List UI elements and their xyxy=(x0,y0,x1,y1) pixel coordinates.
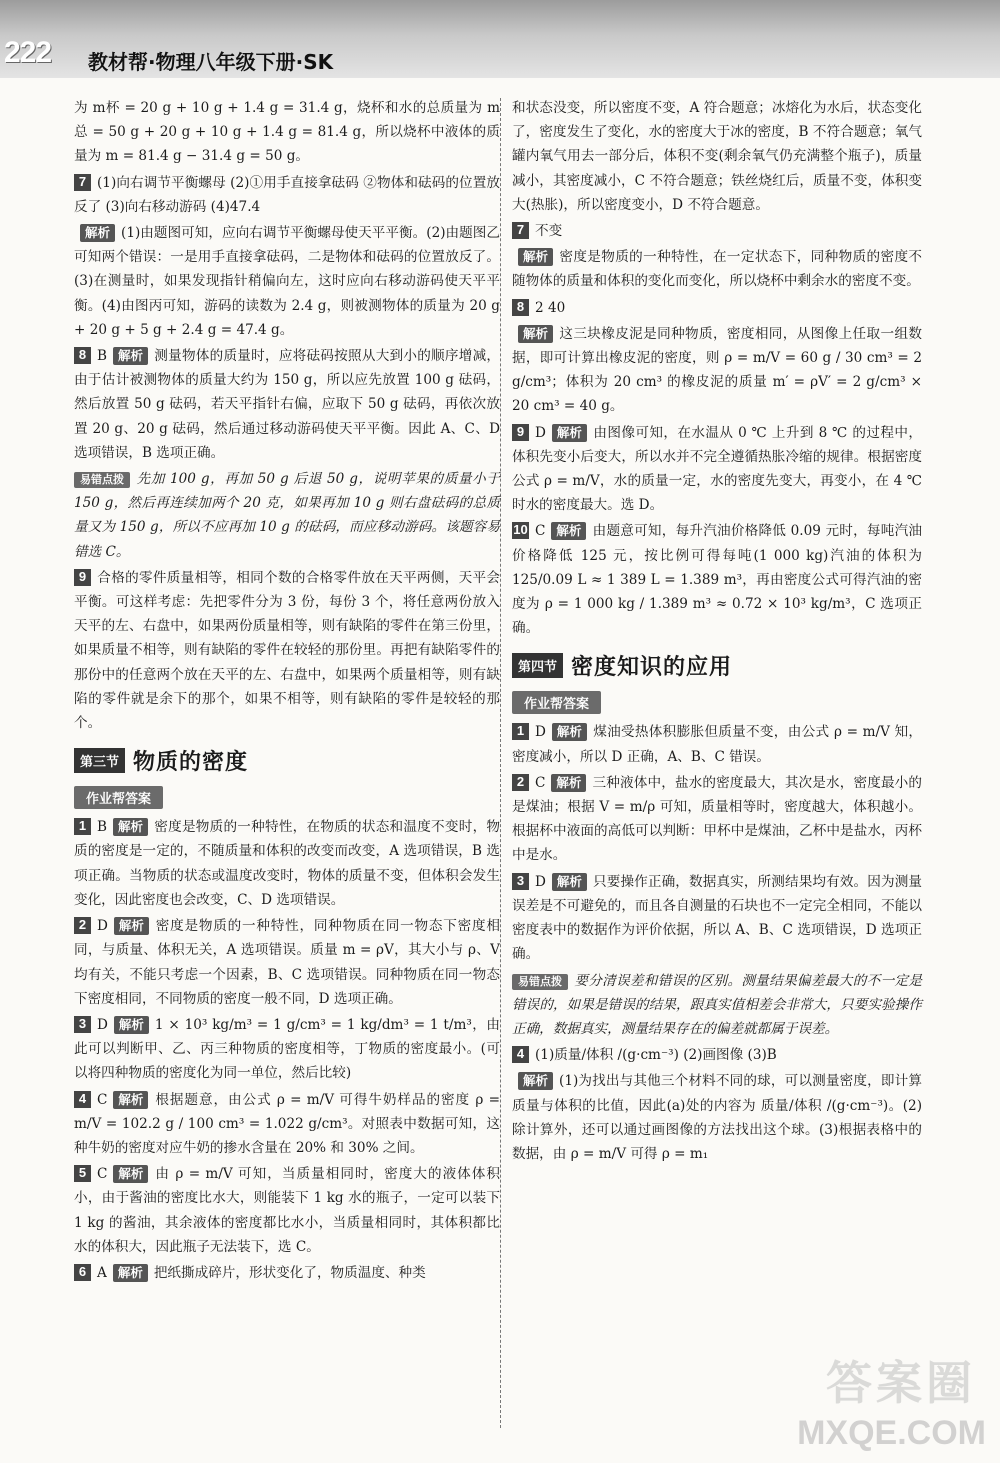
question-number: 8 xyxy=(74,347,91,364)
column-divider xyxy=(500,98,501,1428)
right-column xyxy=(512,96,922,1168)
answer-text: C xyxy=(97,1091,108,1108)
analysis-tag: 解析 xyxy=(552,873,587,891)
homework-banner: 作业帮答案 xyxy=(512,691,601,714)
analysis-tag: 解析 xyxy=(114,1016,149,1034)
answer-4 xyxy=(512,1043,922,1067)
analysis-text: 密度是物质的一种特性，在物质的状态和温度不变时，物质的密度是一定的，不随质量和体积的改变而改变，A 选项错误，B 选项正确。当物质的状态或温度改变时，物体的质量不变，但体积会发生变化，因此密度也会改变，C、D 选项错误。 xyxy=(74,819,500,908)
analysis-tag: 解析 xyxy=(518,1072,553,1090)
analysis-tag: 解析 xyxy=(551,774,586,792)
analysis-tag: 解析 xyxy=(551,522,586,540)
analysis-7 xyxy=(74,221,500,342)
section-title: 密度知识的应用 xyxy=(571,655,733,681)
analysis-tag: 解析 xyxy=(113,818,148,836)
answer-text: D xyxy=(535,424,546,441)
watermark-site: MXQE.COM xyxy=(797,1414,986,1452)
question-number: 3 xyxy=(74,1016,91,1033)
answer-text: 不变 xyxy=(535,223,563,240)
answer-text: C xyxy=(535,523,546,540)
answer-1 xyxy=(512,720,922,768)
analysis-tag: 解析 xyxy=(80,224,115,242)
answer-9 xyxy=(74,566,500,735)
answer-7 xyxy=(74,171,500,219)
question-number: 10 xyxy=(513,522,528,538)
answer-5 xyxy=(74,1162,500,1259)
analysis-text: 把纸撕成碎片，形状变化了，物质温度、种类 xyxy=(153,1264,426,1281)
paragraph: 为 m杯 = 20 g + 10 g + 1.4 g = 31.4 g，烧杯和水的总质量为 m总 = 50 g + 20 g + 10 g + 1.4 g = 81.4 g，所以烧杯中液体的质量为 m = 81.4 g − 31.4 g = 50 g。 xyxy=(74,100,500,165)
analysis-text: (1)为找出与其他三个材料不同的球，可以测量密度，即计算质量与体积的比值，因此(a)处的内容为 质量/体积 /(g·cm⁻³)。(2)除计算外，还可以通过画图像的方法找出这个球。(3)根据表格中的数据，由 ρ = m/V 可得 ρ = m₁ xyxy=(512,1073,922,1162)
answer-1 xyxy=(74,815,500,912)
answer-text: 合格的零件质量相等，相同个数的合格零件放在天平两侧，天平会平衡。可这样考虑：先把零件分为 3 份，每份 3 个，将任意两份放入天平的左、右盘中，如果两份质量相等，则有缺陷的零件在第三份里，如果质量不相等，则有缺陷的零件在较轻的那份里。再把有缺陷零件的那份中的任意两个放在天平的左、右盘中，如果两个质量相等，则有缺陷的零件就是余下的那个，如果不相等，则有缺陷的零件是较轻的那个。 xyxy=(74,569,500,732)
answer-3 xyxy=(512,870,922,967)
answer-9 xyxy=(512,421,922,518)
question-number: 6 xyxy=(74,1264,91,1281)
answer-10 xyxy=(512,519,922,640)
watermark-logo: 答案圈 xyxy=(826,1356,976,1410)
tip-text: 先加 100 g，再加 50 g 后退 50 g，说明苹果的质量小于 150 g，然后再连续加两个 20 克，如果再加 10 g 则右盘砝码的总质量又为 150 g，所以不应再加 10 g 的砝码，而应移动游码。该题容易错选 C。 xyxy=(74,471,500,560)
analysis-text: 只要操作正确，数据真实，所测结果均有效。因为测量误差是不可避免的，而且各自测量的石块也不一定完全相同，不能以密度表中的数据作为评价依据，所以 A、B、C 选项错误，D 选项正确。 xyxy=(512,873,922,963)
watermark xyxy=(796,1333,986,1453)
analysis-tag: 解析 xyxy=(518,248,553,266)
left-column xyxy=(74,96,500,1287)
analysis-tag: 解析 xyxy=(518,325,553,343)
page-number: 222 xyxy=(4,36,52,69)
book-title: 教材帮·物理八年级下册·SK xyxy=(88,50,334,74)
analysis-tag: 解析 xyxy=(113,1091,148,1109)
analysis-text: 密度是物质的一种特性，同种物质在同一物态下密度相同，与质量、体积无关，A 选项错误。质量 m = ρV，其大小与 ρ、V 均有关，不能只考虑一个因素，B、C 选项错误。同种物质在同一物态下密度相同，不同物质的密度一般不同，D 选项正确。 xyxy=(74,918,500,1007)
question-number: 1 xyxy=(512,723,529,740)
answer-text: B xyxy=(97,348,107,365)
tip-text: 要分清误差和错误的区别。测量结果偏差最大的不一定是错误的，如果是错误的结果，跟真实值相差会非常大，只要实验操作正确，数据真实，测量结果存在的偏差就都属于误差。 xyxy=(512,972,922,1037)
analysis-tag: 解析 xyxy=(552,723,587,741)
question-number: 8 xyxy=(512,299,529,316)
question-number: 5 xyxy=(74,1165,91,1182)
question-number: 1 xyxy=(74,818,91,835)
answer-text: B xyxy=(97,819,107,836)
analysis-4 xyxy=(512,1069,922,1166)
answer-text: C xyxy=(97,1166,108,1183)
question-number: 7 xyxy=(512,222,529,239)
question-number: 2 xyxy=(512,774,529,791)
answer-3 xyxy=(74,1013,500,1086)
answer-text: (1)质量/体积 /(g·cm⁻³) (2)画图像 (3)B xyxy=(535,1047,777,1064)
question-number: 9 xyxy=(74,569,91,586)
analysis-text: 由 ρ = m/V 可知，当质量相同时，密度大的液体体积小，由于酱油的密度比水大，则能装下 1 kg 水的瓶子，一定可以装下 1 kg 的酱油，其余液体的密度都比水小，当质量相同时，其体积都比水的体积大，因此瓶子无法装下，选 C。 xyxy=(74,1166,500,1255)
question-number: 9 xyxy=(512,424,529,441)
analysis-text: 由图像可知，在水温从 0 ℃ 上升到 8 ℃ 的过程中，体积先变小后变大，所以水并不完全遵循热胀冷缩的规律。根据密度公式 ρ = m/V，水的质量一定，水的密度先变大，再变小，在 4 ℃ 时水的密度最大。选 D。 xyxy=(512,424,922,514)
answer-7 xyxy=(512,219,922,243)
tip-label: 易错点拨 xyxy=(512,974,568,990)
analysis-text: (1)由题图可知，应向右调节平衡螺母使天平平衡。(2)由题图乙可知两个错误：一是用手直接拿砝码，二是物体和砝码的位置放反了。(3)在测量时，如果发现指针稍偏向左，这时应向右移动游码使天平平衡。(4)由图丙可知，游码的读数为 2.4 g，则被测物体的质量为 20 g + 20 g + 5 g + 2.4 g = 47.4 g。 xyxy=(74,225,500,338)
page-header xyxy=(0,0,1000,78)
question-number: 7 xyxy=(74,174,91,191)
answer-text: D xyxy=(535,724,546,741)
tip-8 xyxy=(74,467,500,564)
answer-2 xyxy=(512,771,922,868)
tip-label: 易错点拨 xyxy=(74,472,130,488)
analysis-8 xyxy=(512,322,922,419)
answer-text: C xyxy=(535,774,546,791)
analysis-tag: 解析 xyxy=(114,917,149,935)
answer-2 xyxy=(74,914,500,1011)
answer-text: D xyxy=(97,1016,108,1033)
analysis-text: 密度是物质的一种特性，在一定状态下，同种物质的密度不随物体的质量和体积的变化而变化，所以烧杯中剩余水的密度不变。 xyxy=(512,249,922,290)
analysis-tag: 解析 xyxy=(113,1264,148,1282)
answer-8 xyxy=(74,344,500,465)
question-number: 4 xyxy=(512,1046,529,1063)
answer-text: D xyxy=(535,873,546,890)
paragraph: 和状态没变，所以密度不变，A 符合题意；冰熔化为水后，状态变化了，密度发生了变化，水的密度大于冰的密度，B 不符合题意；氧气罐内氧气用去一部分后，体积不变(剩余氧气仍充满整个瓶子)，质量减小，其密度减小，C 不符合题意；铁丝烧红后，质量不变，体积变大(热胀)，所以密度变小，D 不符合题意。 xyxy=(512,100,922,213)
analysis-text: 三种液体中，盐水的密度最大，其次是水，密度最小的是煤油；根据 V = m/ρ 可知，质量相等时，密度越大，体积越小。根据杯中液面的高低可以判断：甲杯中是煤油，乙杯中是盐水，丙杯中是水。 xyxy=(512,774,922,864)
analysis-text: 这三块橡皮泥是同种物质，密度相同，从图像上任取一组数据，即可计算出橡皮泥的密度，则 ρ = m/V = 60 g / 30 cm³ = 2 g/cm³；体积为 20 cm³ 的橡皮泥的质量 m′ = ρV′ = 2 g/cm³ × 20 cm³ = 40 g。 xyxy=(512,325,922,415)
answer-8 xyxy=(512,296,922,320)
section-badge: 第三节 xyxy=(74,748,125,773)
analysis-text: 1 × 10³ kg/m³ = 1 g/cm³ = 1 kg/dm³ = 1 t/m³，由此可以判断甲、乙、丙三种物质的密度相等，丁物质的密度最小。(可以将四种物质的密度化为同一单位，然后比较) xyxy=(74,1016,500,1082)
question-number: 2 xyxy=(74,917,91,934)
section-title: 物质的密度 xyxy=(133,750,249,776)
analysis-tag: 解析 xyxy=(552,424,587,442)
tip-3 xyxy=(512,969,922,1042)
analysis-7 xyxy=(512,245,922,293)
analysis-text: 由题意可知，每升汽油价格降低 0.09 元时，每吨汽油价格降低 125 元，按比例可得每吨(1 000 kg)汽油的体积为 125/0.09 L ≈ 1 389 L = 1.389 m³，再由密度公式可得汽油的密度为 ρ = 1 000 kg / 1.389 m³ ≈ 0.72 × 10³ kg/m³，C 选项正确。 xyxy=(512,523,922,637)
analysis-text: 煤油受热体积膨胀但质量不变，由公式 ρ = m/V 知，密度减小，所以 D 正确，A、B、C 错误。 xyxy=(512,724,922,765)
section-badge: 第四节 xyxy=(512,653,563,678)
analysis-text: 根据题意，由公式 ρ = m/V 可得牛奶样品的密度 ρ = m/V = 102.2 g / 100 cm³ = 1.022 g/cm³。对照表中数据可知，这种牛奶的密度对应牛奶的掺水含量在 20% 和 30% 之间。 xyxy=(74,1091,500,1156)
answer-text: 2 40 xyxy=(535,299,566,316)
question-number: 4 xyxy=(74,1091,91,1108)
answer-text: (1)向右调节平衡螺母 (2)①用手直接拿砝码 ②物体和砝码的位置放反了 (3)向右移动游码 (4)47.4 xyxy=(74,174,500,215)
analysis-text: 测量物体的质量时，应将砝码按照从大到小的顺序增减，由于估计被测物体的质量大约为 150 g，所以应先放置 100 g 砝码，然后放置 50 g 砝码，若天平指针右偏，应取下 50 g 砝码，再依次放置 20 g、20 g 砝码，然后通过移动游码使天平平衡。因此 A、C、D 选项错误，B 选项正确。 xyxy=(74,348,500,461)
answer-text: A xyxy=(97,1264,107,1281)
analysis-tag: 解析 xyxy=(113,1165,148,1183)
analysis-tag: 解析 xyxy=(113,347,148,365)
section-heading xyxy=(512,650,922,681)
answer-4 xyxy=(74,1088,500,1161)
homework-banner: 作业帮答案 xyxy=(74,786,163,809)
answer-6 xyxy=(74,1261,500,1285)
section-heading xyxy=(74,745,500,776)
answer-text: D xyxy=(97,918,108,935)
question-number: 3 xyxy=(512,873,529,890)
